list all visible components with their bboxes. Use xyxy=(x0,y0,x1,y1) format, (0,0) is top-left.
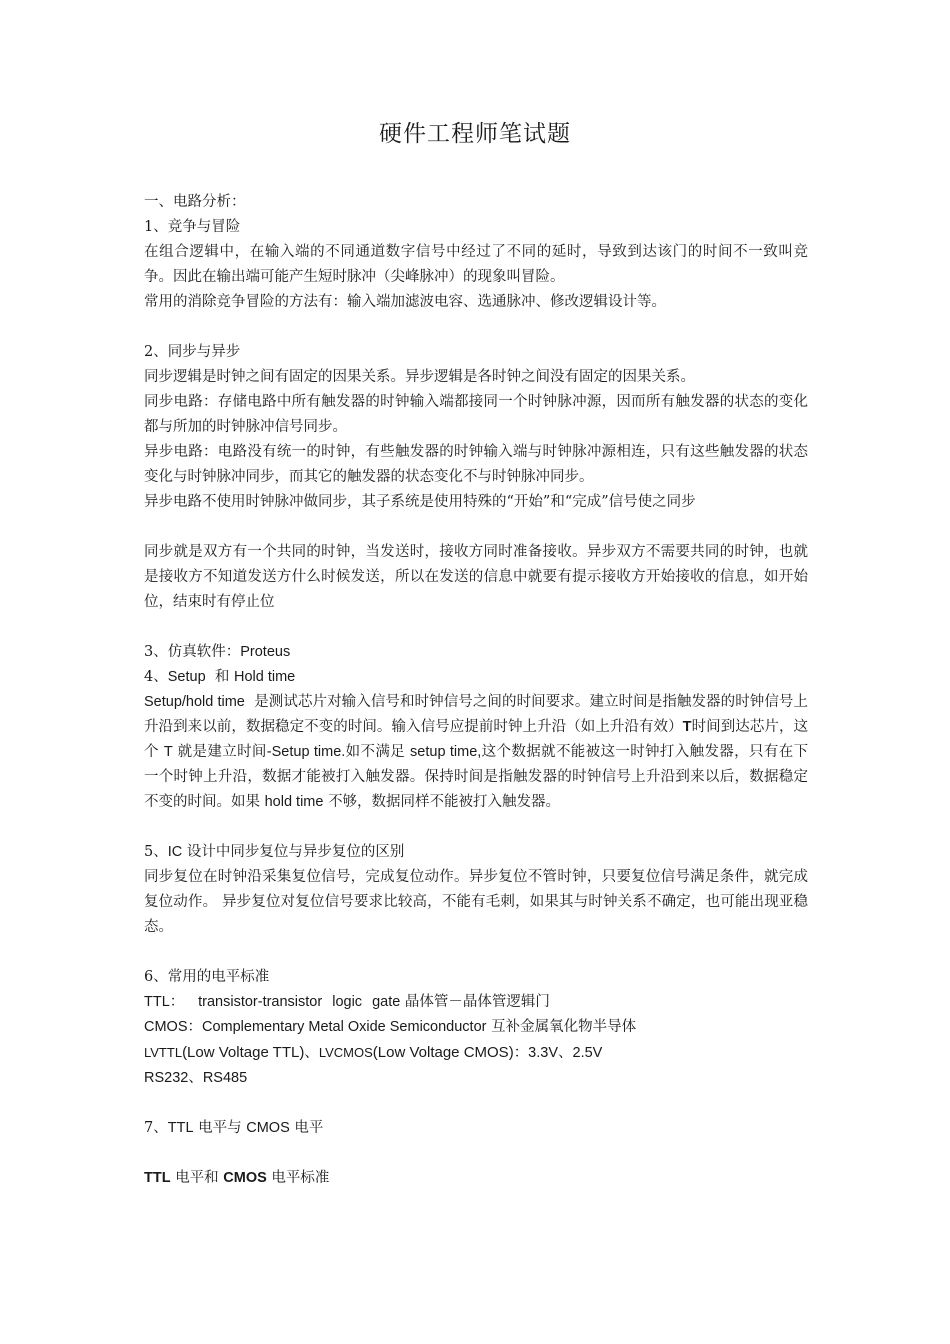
paragraph: 常用的消除竞争冒险的方法有：输入端加滤波电容、选通脉冲、修改逻辑设计等。 xyxy=(144,294,666,310)
term: LVCMOS xyxy=(318,1045,373,1060)
term: transistor-transistor logic gate xyxy=(198,994,401,1010)
paragraph: 同步电路：存储电路中所有触发器的时钟输入端都接同一个时钟脉冲源，因而所有触发器的状态的变化都与所加的时钟脉冲信号同步。 xyxy=(144,394,808,435)
term: Setup/hold time xyxy=(144,694,245,710)
paragraph: 异步电路不使用时钟脉冲做同步，其子系统是使用特殊的“开始”和“完成”信号使之同步 xyxy=(144,494,696,510)
spacer xyxy=(144,515,808,540)
spacer xyxy=(144,815,808,840)
term: LVTTL xyxy=(144,1045,183,1060)
term-hold-time: Hold time xyxy=(233,669,296,685)
term: T xyxy=(682,719,692,735)
spacer xyxy=(144,940,808,965)
heading-number: 7、 xyxy=(144,1120,168,1136)
term: TTL xyxy=(144,1170,171,1186)
term: hold time xyxy=(264,794,324,810)
term: IC xyxy=(167,844,183,860)
text: 这个数据就不能被这一时钟打入触发器，只有在下一个时钟上升沿，数据才能被打入触发器。保持时间是指触发器的时钟信号上升沿到来以后，数据稳定不变的时间。如果 xyxy=(144,744,809,810)
term: TTL： xyxy=(144,994,185,1010)
subsection-heading xyxy=(144,1166,808,1191)
text: 电平与 xyxy=(198,1120,242,1136)
heading-number: 5、 xyxy=(144,844,168,860)
section-heading: 一、电路分析： xyxy=(144,194,246,210)
spacer xyxy=(144,315,808,340)
text: 电平和 xyxy=(175,1170,219,1186)
subsection-heading: 6、常用的电平标准 xyxy=(144,969,270,985)
subsection-heading: 2、同步与异步 xyxy=(144,344,241,360)
subsection-heading: 1、竞争与冒险 xyxy=(144,219,241,235)
text: 不够，数据同样不能被打入触发器。 xyxy=(328,794,561,810)
term: Complementary Metal Oxide Semiconductor xyxy=(202,1019,487,1035)
text: 电平 xyxy=(294,1120,324,1136)
term: (Low Voltage CMOS) xyxy=(372,1044,514,1061)
subsection-heading xyxy=(144,840,808,865)
paragraph: 同步复位在时钟沿采集复位信号，完成复位动作。异步复位不管时钟，只要复位信号满足条件，就完成复位动作。 异步复位对复位信号要求比较高，不能有毛刺，如果其与时钟关系不确定，也可能出现亚稳态。 xyxy=(144,869,808,935)
term: CMOS xyxy=(246,1120,290,1136)
separator: 、 xyxy=(304,1045,319,1061)
list-item xyxy=(144,1015,808,1040)
spacer xyxy=(144,615,808,640)
list-item: RS232、RS485 xyxy=(144,1070,248,1086)
term-setup: Setup xyxy=(167,669,206,685)
software-name: Proteus xyxy=(240,644,291,660)
heading-text: 3、仿真软件： xyxy=(144,644,241,660)
term: -Setup time. xyxy=(266,744,346,760)
term: CMOS： xyxy=(144,1019,202,1035)
subsection-heading xyxy=(144,1116,808,1141)
paragraph xyxy=(144,690,808,815)
conjunction: 和 xyxy=(214,669,230,685)
heading-number: 4、 xyxy=(144,669,168,685)
spacer xyxy=(144,1091,808,1116)
paragraph: 同步就是双方有一个共同的时钟，当发送时，接收方同时准备接收。异步双方不需要共同的时钟，也就是接收方不知道发送方什么时候发送，所以在发送的信息中就要有提示接收方开始接收的信息，如开始位，结束时有停止位 xyxy=(144,544,808,610)
text: 晶体管－晶体管逻辑门 xyxy=(404,994,550,1010)
term: TTL xyxy=(167,1120,194,1136)
text: 就是建立时间 xyxy=(177,744,267,760)
paragraph: 在组合逻辑中，在输入端的不同通道数字信号中经过了不同的延时，导致到达该门的时间不一致叫竞争。因此在输出端可能产生短时脉冲（尖峰脉冲）的现象叫冒险。 xyxy=(144,244,808,285)
term: T xyxy=(163,744,173,760)
text: 如不满足 xyxy=(345,744,406,760)
document-body xyxy=(144,190,808,1191)
subsection-heading xyxy=(144,665,808,690)
text: ：3.3V、2.5V xyxy=(513,1045,603,1061)
term: CMOS xyxy=(223,1170,267,1186)
list-item xyxy=(144,1040,808,1066)
spacer xyxy=(144,1141,808,1166)
term: setup time, xyxy=(410,744,482,760)
heading-text: 设计中同步复位与异步复位的区别 xyxy=(186,844,405,860)
subsection-heading xyxy=(144,640,808,665)
text: 电平标准 xyxy=(271,1170,330,1186)
paragraph: 同步逻辑是时钟之间有固定的因果关系。异步逻辑是各时钟之间没有固定的因果关系。 xyxy=(144,369,695,385)
text: 互补金属氧化物半导体 xyxy=(491,1019,637,1035)
term: (Low Voltage TTL) xyxy=(182,1044,305,1061)
list-item xyxy=(144,990,808,1015)
text: 是测试芯片对输入信号和时钟信号之间的时间要求。建立时间是指触发器的时钟信号上升沿到来以前，数据稳定不变的时间。输入信号应提前时钟上升沿（如上升沿有效） xyxy=(144,694,809,735)
text: 时间到达芯片，这个 xyxy=(144,719,809,760)
paragraph: 异步电路：电路没有统一的时钟，有些触发器的时钟输入端与时钟脉冲源相连，只有这些触发器的状态变化与时钟脉冲同步，而其它的触发器的状态变化不与时钟脉冲同步。 xyxy=(144,444,808,485)
document-title: 硬件工程师笔试题 xyxy=(379,121,571,147)
